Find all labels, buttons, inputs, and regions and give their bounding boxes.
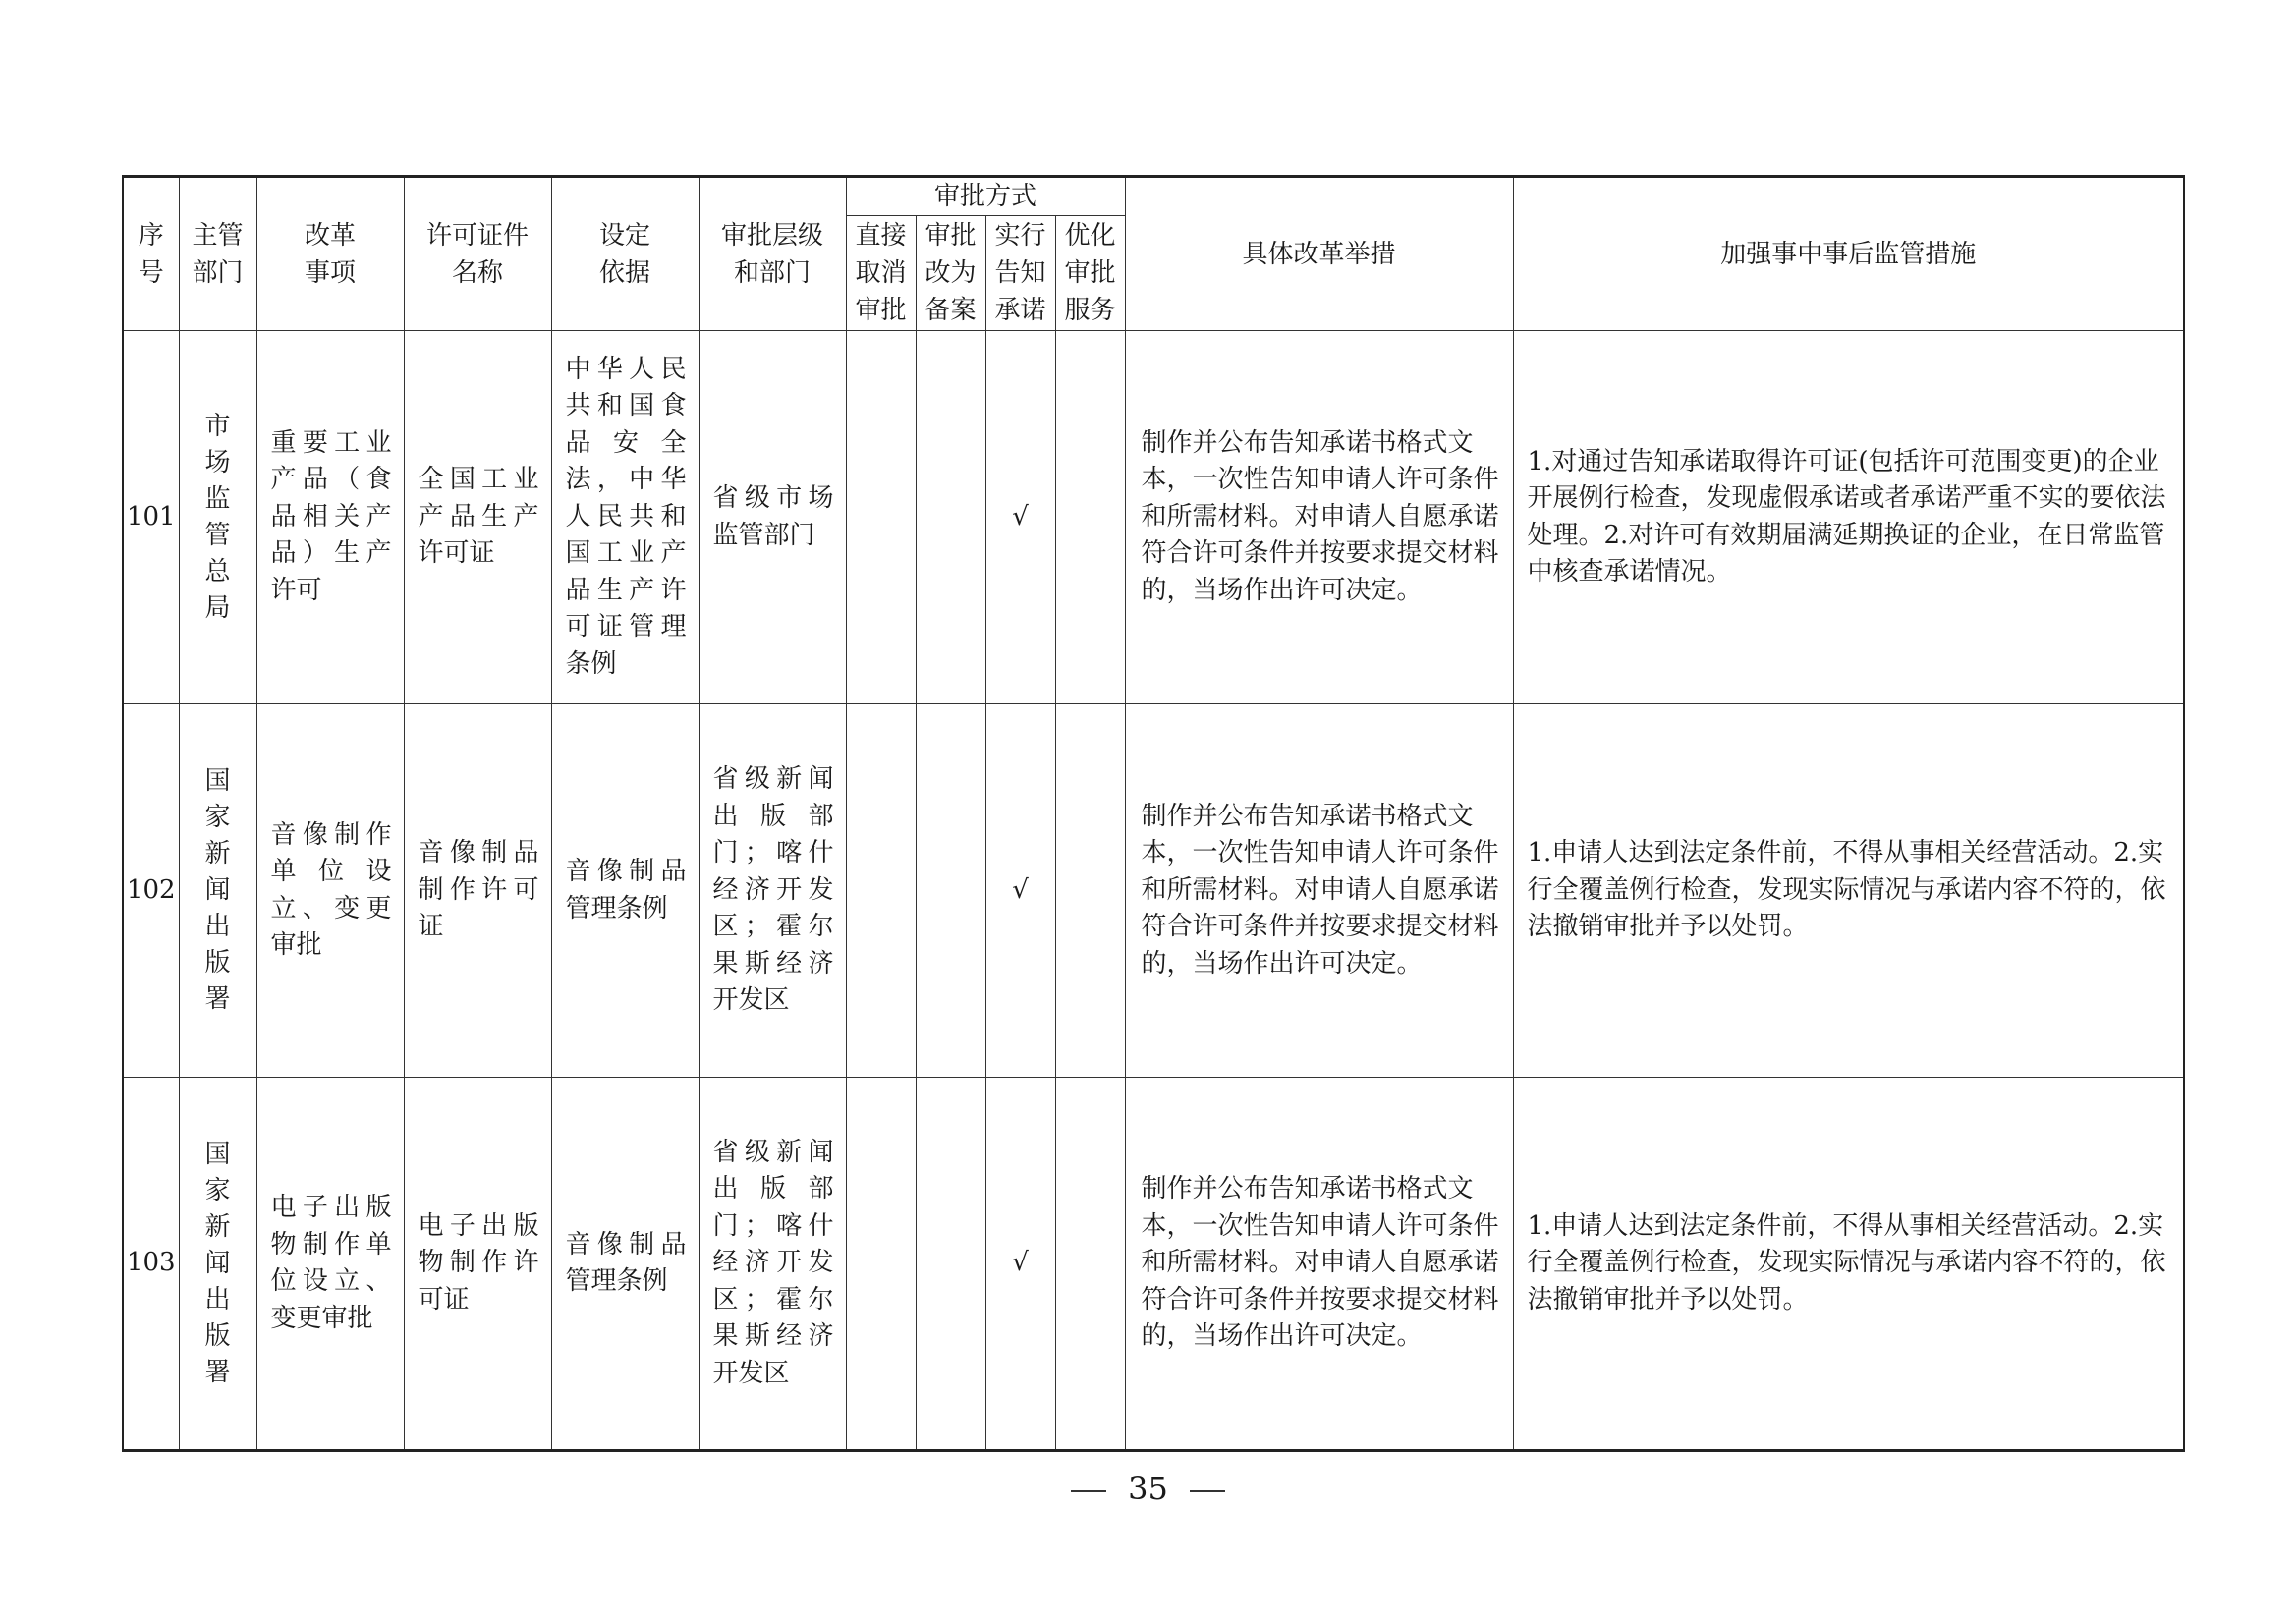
cell-level: 省级新闻出版部门；喀什经济开发区；霍尔果斯经济开发区: [699, 1078, 846, 1451]
header-level: 审批层级和部门: [699, 177, 846, 331]
table-row: [123, 1078, 2184, 1451]
header-cancel: 直接取消审批: [846, 216, 916, 331]
footer-dash-left: [1071, 1490, 1106, 1492]
cell-optimize: [1055, 1078, 1125, 1451]
header-measures: 具体改革举措: [1125, 177, 1513, 331]
cell-filing: [916, 704, 985, 1078]
cell-commit-check: √: [985, 704, 1055, 1078]
cell-measures: 制作并公布告知承诺书格式文本，一次性告知申请人许可条件和所需材料。对申请人自愿承诺符合许可条件并按要求提交材料的，当场作出许可决定。: [1125, 704, 1513, 1078]
header-item: 改革事项: [256, 177, 404, 331]
cell-dept: 市场监管总局: [179, 331, 256, 704]
cell-supervision: 1.对通过告知承诺取得许可证(包括许可范围变更)的企业开展例行检查，发现虚假承诺或者承诺严重不实的要依法处理。2.对许可有效期届满延期换证的企业，在日常监管中核查承诺情况。: [1513, 331, 2184, 704]
cell-optimize: [1055, 704, 1125, 1078]
cell-supervision: 1.申请人达到法定条件前，不得从事相关经营活动。2.实行全覆盖例行检查，发现实际情况与承诺内容不符的，依法撤销审批并予以处罚。: [1513, 1078, 2184, 1451]
table-row: [123, 331, 2184, 704]
cell-license: 电子出版物制作许可证: [404, 1078, 551, 1451]
page-number: 35: [1128, 1470, 1168, 1507]
cell-cancel: [846, 1078, 916, 1451]
cell-supervision: 1.申请人达到法定条件前，不得从事相关经营活动。2.实行全覆盖例行检查，发现实际情况与承诺内容不符的，依法撤销审批并予以处罚。: [1513, 704, 2184, 1078]
header-optimize: 优化审批服务: [1055, 216, 1125, 331]
cell-measures: 制作并公布告知承诺书格式文本，一次性告知申请人许可条件和所需材料。对申请人自愿承诺符合许可条件并按要求提交材料的，当场作出许可决定。: [1125, 331, 1513, 704]
header-seq: 序号: [123, 177, 179, 331]
cell-commit-check: √: [985, 331, 1055, 704]
cell-cancel: [846, 704, 916, 1078]
cell-item: 音像制作单位设立、变更审批: [256, 704, 404, 1078]
cell-seq: 103: [123, 1078, 179, 1451]
cell-commit-check: √: [985, 1078, 1055, 1451]
header-commit: 实行告知承诺: [985, 216, 1055, 331]
reform-table: [122, 175, 2185, 1452]
cell-level: 省级市场监管部门: [699, 331, 846, 704]
cell-basis: 音像制品管理条例: [551, 704, 699, 1078]
cell-seq: 102: [123, 704, 179, 1078]
table-row: [123, 704, 2184, 1078]
page-footer: [0, 1469, 2296, 1508]
header-basis: 设定依据: [551, 177, 699, 331]
cell-cancel: [846, 331, 916, 704]
cell-measures: 制作并公布告知承诺书格式文本，一次性告知申请人许可条件和所需材料。对申请人自愿承诺符合许可条件并按要求提交材料的，当场作出许可决定。: [1125, 1078, 1513, 1451]
cell-dept: 国家新闻出版署: [179, 704, 256, 1078]
header-license: 许可证件名称: [404, 177, 551, 331]
header-supervision: 加强事中事后监管措施: [1513, 177, 2184, 331]
cell-seq: 101: [123, 331, 179, 704]
header-filing: 审批改为备案: [916, 216, 985, 331]
header-dept: 主管部门: [179, 177, 256, 331]
cell-basis: 中华人民共和国食品安全法，中华人民共和国工业产品生产许可证管理条例: [551, 331, 699, 704]
cell-item: 重要工业产品（食品相关产品）生产许可: [256, 331, 404, 704]
cell-dept: 国家新闻出版署: [179, 1078, 256, 1451]
cell-filing: [916, 331, 985, 704]
cell-optimize: [1055, 331, 1125, 704]
cell-item: 电子出版物制作单位设立、变更审批: [256, 1078, 404, 1451]
cell-license: 音像制品制作许可证: [404, 704, 551, 1078]
cell-level: 省级新闻出版部门；喀什经济开发区；霍尔果斯经济开发区: [699, 704, 846, 1078]
header-approval-mode: 审批方式: [846, 177, 1125, 216]
cell-basis: 音像制品管理条例: [551, 1078, 699, 1451]
footer-dash-right: [1190, 1490, 1225, 1492]
cell-filing: [916, 1078, 985, 1451]
cell-license: 全国工业产品生产许可证: [404, 331, 551, 704]
